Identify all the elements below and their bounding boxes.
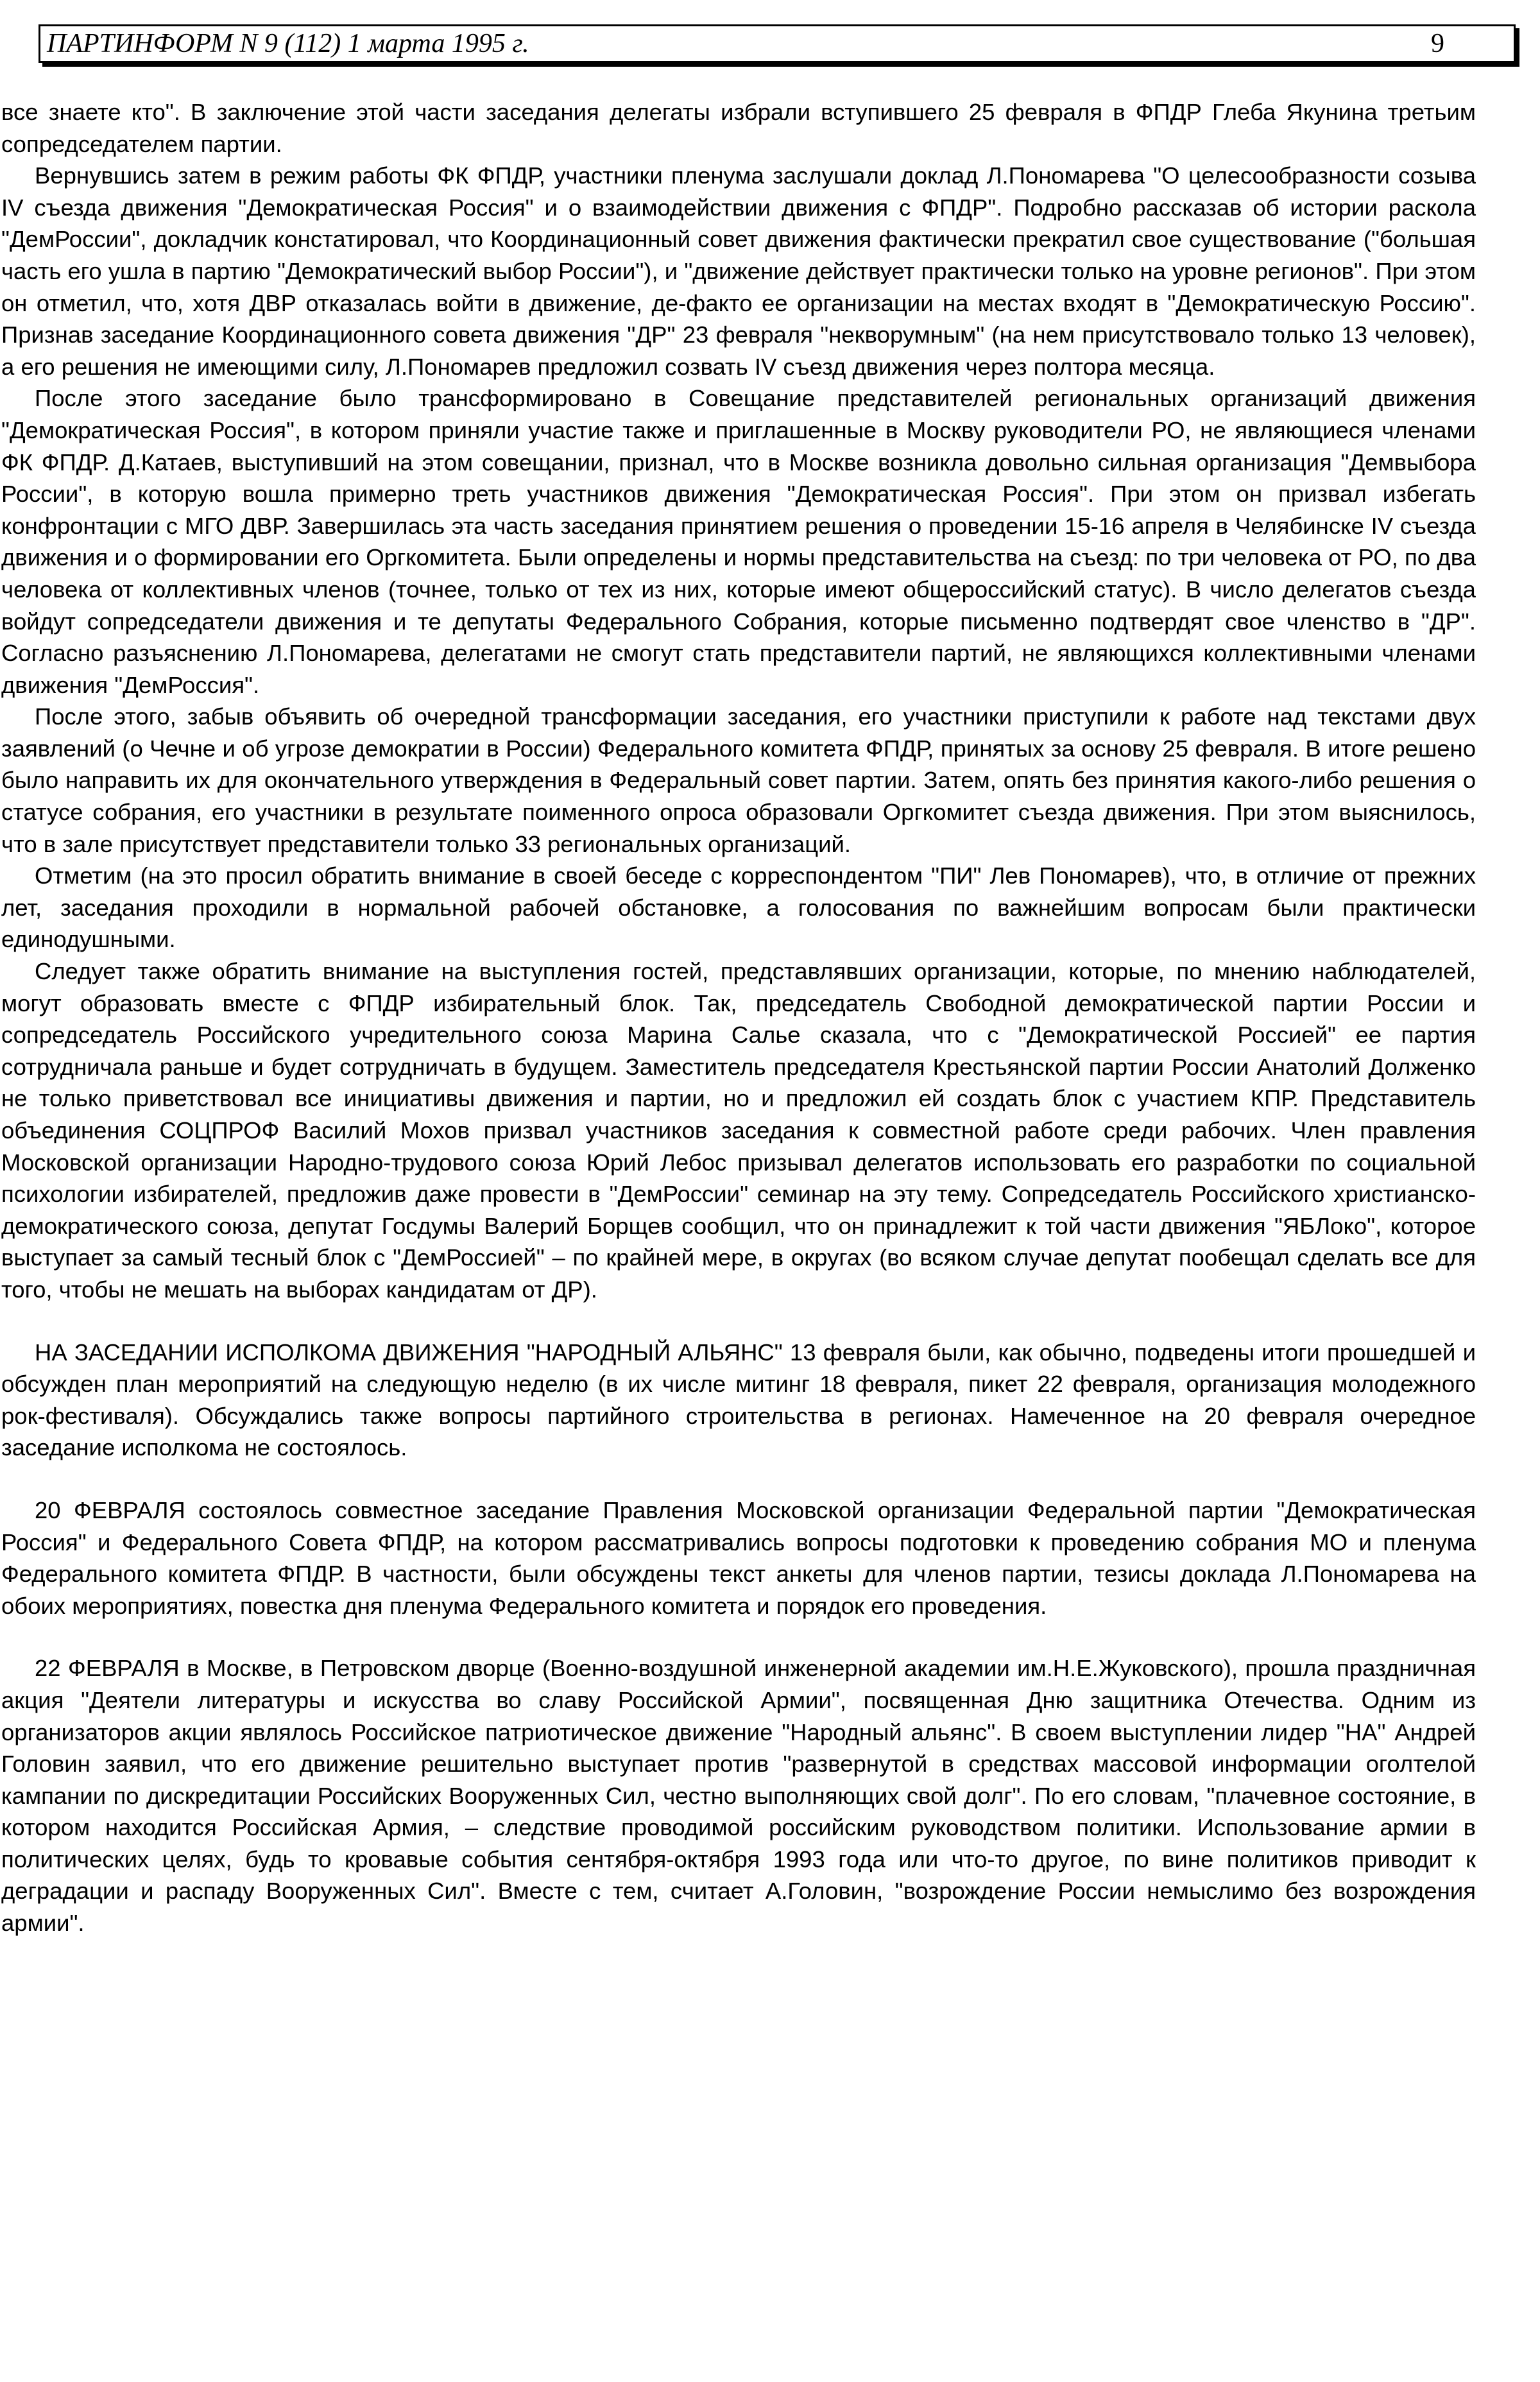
article-body [1, 96, 1476, 1939]
page-number: 9 [1431, 29, 1444, 58]
paragraph-narodny-alyans: НА ЗАСЕДАНИИ ИСПОЛКОМА ДВИЖЕНИЯ "НАРОДНЫЙ АЛЬЯНС" 13 февраля были, как обычно, подведены итоги прошедшей и обсужден план мероприятий на следующую неделю (в их числе митинг 18 февраля, пикет 22 февраля, организация молодежного рок-фестиваля). Обсуждались также вопросы партийного строительства в регионах. Намеченное на 20 февраля очередное заседание исполкома не состоялось. [1, 1339, 1476, 1461]
document-page [38, 24, 1516, 63]
paragraph-feb-20: 20 ФЕВРАЛЯ состоялось совместное заседание Правления Московской организации Федеральной партии "Демократическая Россия" и Федерального Совета ФПДР, на котором рассматривались вопросы подготовки к проведению собрания МО и пленума Федерального комитета ФПДР. В частности, были обсуждены текст анкеты для членов партии, тезисы доклада Л.Пономарева на обоих мероприятиях, повестка дня пленума Федерального комитета и порядок его проведения. [1, 1496, 1476, 1619]
page-header [38, 24, 1516, 63]
paragraph-atmosphere: Отметим (на это просил обратить внимание в своей беседе с корреспондентом "ПИ" Лев Пономарев), что, в отличие от прежних лет, заседания проходили в нормальной рабочей обстановке, а голосования по важнейшим вопросам были практически единодушными. [1, 862, 1476, 953]
paragraph-plenum-report: Вернувшись затем в режим работы ФК ФПДР, участники пленума заслушали доклад Л.Пономарева "О целесообразности созыва IV съезда движения "Демократическая Россия" и о взаимодействии движения с ФПДР". Подробно рассказав об истории раскола "ДемРоссии", докладчик констатировал, что Координационный совет движения фактически прекратил свое существование ("большая часть его ушла в партию "Демократический выбор России"), и "движение действует практически только на уровне регионов". При этом он отметил, что, хотя ДВР отказалась войти в движение, де-факто ее организации на местах входят в "Демократическую Россию". Признав заседание Координационного совета движения "ДР" 23 февраля "некворумным" (на нем присутствовало только 13 человек), а его решения не имеющими силу, Л.Пономарев предложил созвать IV съезд движения через полтора месяца. [1, 162, 1476, 380]
paragraph-feb-22: 22 ФЕВРАЛЯ в Москве, в Петровском дворце (Военно-воздушной инженерной академии им.Н.Е.Жуковского), прошла праздничная акция "Деятели литературы и искусства во славу Российской Армии", посвященная Дню защитника Отечества. Одним из организаторов акции являлось Российское патриотическое движение "Народный альянс". В своем выступлении лидер "НА" Андрей Головин заявил, что его движение решительно выступает против "развернутой в средствах массовой информации оголтелой кампании по дискредитации Российских Вооруженных Сил, честно выполняющих свой долг". По его словам, "плачевное состояние, в котором находится Российская Армия, – следствие проводимой российским руководством политики. Использование армии в политических целях, будь то кровавые события сентября-октября 1993 года или что-то другое, по вине политиков приводит к деградации и распаду Вооруженных Сил". Вместе с тем, считает А.Головин, "возрождение России немыслимо без возрождения армии". [1, 1655, 1476, 1937]
paragraph-regional-meeting: После этого заседание было трансформировано в Совещание представителей региональных организаций движения "Демократическая Россия", в котором приняли участие также и приглашенные в Москву руководители РО, не являющиеся членами ФК ФПДР. Д.Катаев, выступивший на этом совещании, признал, что в Москве возникла довольно сильная организация "Демвыбора России", в которую вошла примерно треть участников движения "Демократическая Россия". При этом он призвал избегать конфронтации с МГО ДВР. Завершилась эта часть заседания принятием решения о проведении 15-16 апреля в Челябинске IV съезда движения и о формировании его Оргкомитета. Были определены и нормы представительства на съезд: по три человека от РО, по два человека от коллективных членов (точнее, только от тех из них, которые имеют общероссийский статус). В число делегатов съезда войдут сопредседатели движения и те депутаты Федерального Собрания, которые письменно подтвердят свое членство в "ДР". Согласно разъяснению Л.Пономарева, делегатами не смогут стать представители партий, не являющихся коллективными членами движения "ДемРоссия". [1, 385, 1476, 698]
paragraph-guests: Следует также обратить внимание на выступления гостей, представлявших организации, которые, по мнению наблюдателей, могут образовать вместе с ФПДР избирательный блок. Так, председатель Свободной демократической партии России и сопредседатель Российского учредительного союза Марина Салье сказала, что с "Демократической Россией" ее партия сотрудничала раньше и будет сотрудничать в будущем. Заместитель председателя Крестьянской партии России Анатолий Долженко не только приветствовал все инициативы движения и партии, но и предложил ей создать блок с участием КПР. Представитель объединения СОЦПРОФ Василий Мохов призвал участников заседания к совместной работе среди рабочих. Член правления Московской организации Народно-трудового союза Юрий Лебос призывал делегатов использовать его разработки по социальной психологии избирателей, предложив даже провести в "ДемРоссии" семинар на эту тему. Сопредседатель Российского христианско-демократического союза, депутат Госдумы Валерий Борщев сообщил, что он принадлежит к той части движения "ЯБЛоко", которое выступает за самый тесный блок с "ДемРоссией" – по крайней мере, в округах (во всяком случае депутат пообещал сделать все для того, чтобы не мешать на выборах кандидатам от ДР). [1, 958, 1476, 1303]
header-title: ПАРТИНФОРМ N 9 (112) 1 марта 1995 г. [47, 29, 529, 58]
paragraph-statements: После этого, забыв объявить об очередной трансформации заседания, его участники приступили к работе над текстами двух заявлений (о Чечне и об угрозе демократии в России) Федерального комитета ФПДР, принятых за основу 25 февраля. В итоге решено было направить их для окончательного утверждения в Федеральный совет партии. Затем, опять без принятия какого-либо решения о статусе собрания, его участники в результате поименного опроса образовали Оргкомитет съезда движения. При этом выяснилось, что в зале присутствует представители только 33 региональных организаций. [1, 703, 1476, 857]
paragraph-continuation: все знаете кто". В заключение этой части заседания делегаты избрали вступившего 25 февраля в ФПДР Глеба Якунина третьим сопредседателем партии. [1, 99, 1476, 157]
